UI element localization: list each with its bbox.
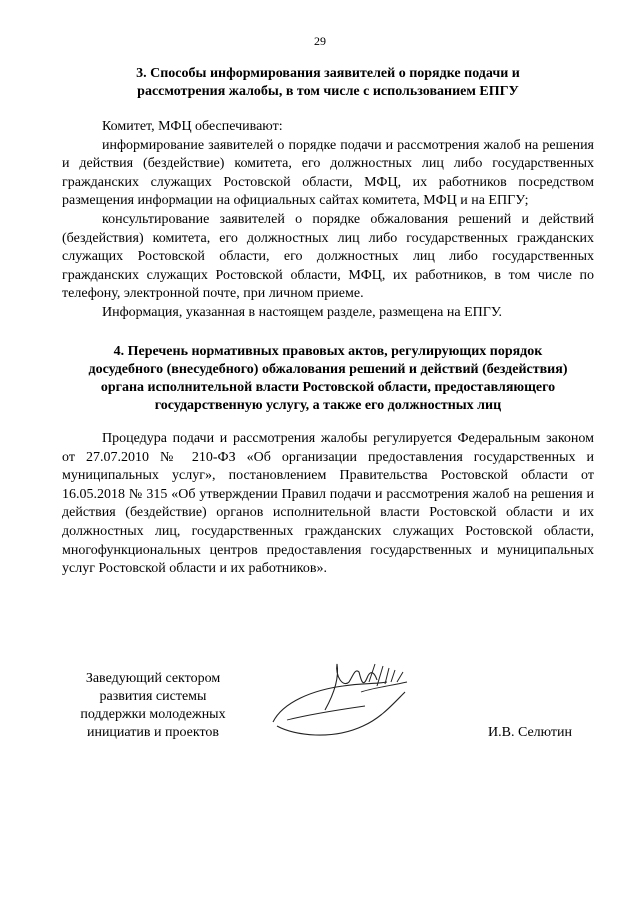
paragraph: Комитет, МФЦ обеспечивают: — [102, 119, 283, 134]
paragraph: консультирование заявителей о порядке обжалования решений и действий (бездействия) комитета, его должностных лиц либо государственных гражданских служащих Ростовской области, его должностных лиц либо государственных гражданских служащих Ростовской области, МФЦ, их работников, в том числе по телефону, электронной почте, при личном приеме. — [62, 211, 594, 302]
heading-line: досудебного (внесудебного) обжалования решений и действий (бездействия) — [88, 362, 568, 377]
heading-line: 3. Способы информирования заявителей о порядке подачи и — [136, 66, 520, 81]
signatory-title-line: поддержки молодежных — [80, 707, 226, 722]
signatory-title-line: Заведующий сектором — [85, 671, 221, 686]
section-3-body — [62, 118, 594, 323]
section-3-heading — [62, 65, 594, 101]
section-4-heading — [62, 343, 594, 415]
paragraph: Информация, указанная в настоящем разделе, размещена на ЕПГУ. — [102, 304, 502, 320]
page-number: 29 — [314, 34, 326, 48]
paragraph: информирование заявителей о порядке подачи и рассмотрения жалоб на решения и действия (бездействие) комитета, его должностных лиц либо государственных гражданских служащих Ростовской области, МФЦ, их работников посредством размещения информации на официальных сайтах комитета, МФЦ и на ЕПГУ; — [62, 137, 594, 209]
signatory-name: И.В. Селютин — [488, 725, 573, 740]
heading-line: рассмотрения жалобы, в том числе с использованием ЕПГУ — [137, 84, 519, 99]
heading-line: государственную услугу, а также его должностных лиц — [154, 398, 502, 413]
heading-line: органа исполнительной власти Ростовской области, предоставляющего — [100, 380, 556, 395]
paragraph: Процедура подачи и рассмотрения жалобы регулируется Федеральным законом от 27.07.2010 № 210-ФЗ «Об организации предоставления государственных и муниципальных услуг», постановлением Правительства Ростовской области от 16.05.2018 № 315 «Об утверждении Правил подачи и рассмотрения жалоб на решения и действия (бездействие) органов исполнительной власти Ростовской области и их должностных лиц, государственных гражданских служащих Ростовской области, многофункциональных центров предоставления государственных и муниципальных услуг Ростовской области и их работников». — [62, 431, 594, 577]
heading-line: 4. Перечень нормативных правовых актов, регулирующих порядок — [113, 344, 543, 359]
section-4-body — [62, 430, 594, 579]
signatory-title-line: развития системы — [99, 689, 207, 704]
handwritten-signature — [265, 652, 425, 752]
signatory-title — [68, 670, 238, 742]
signatory-title-line: инициатив и проектов — [86, 725, 220, 740]
